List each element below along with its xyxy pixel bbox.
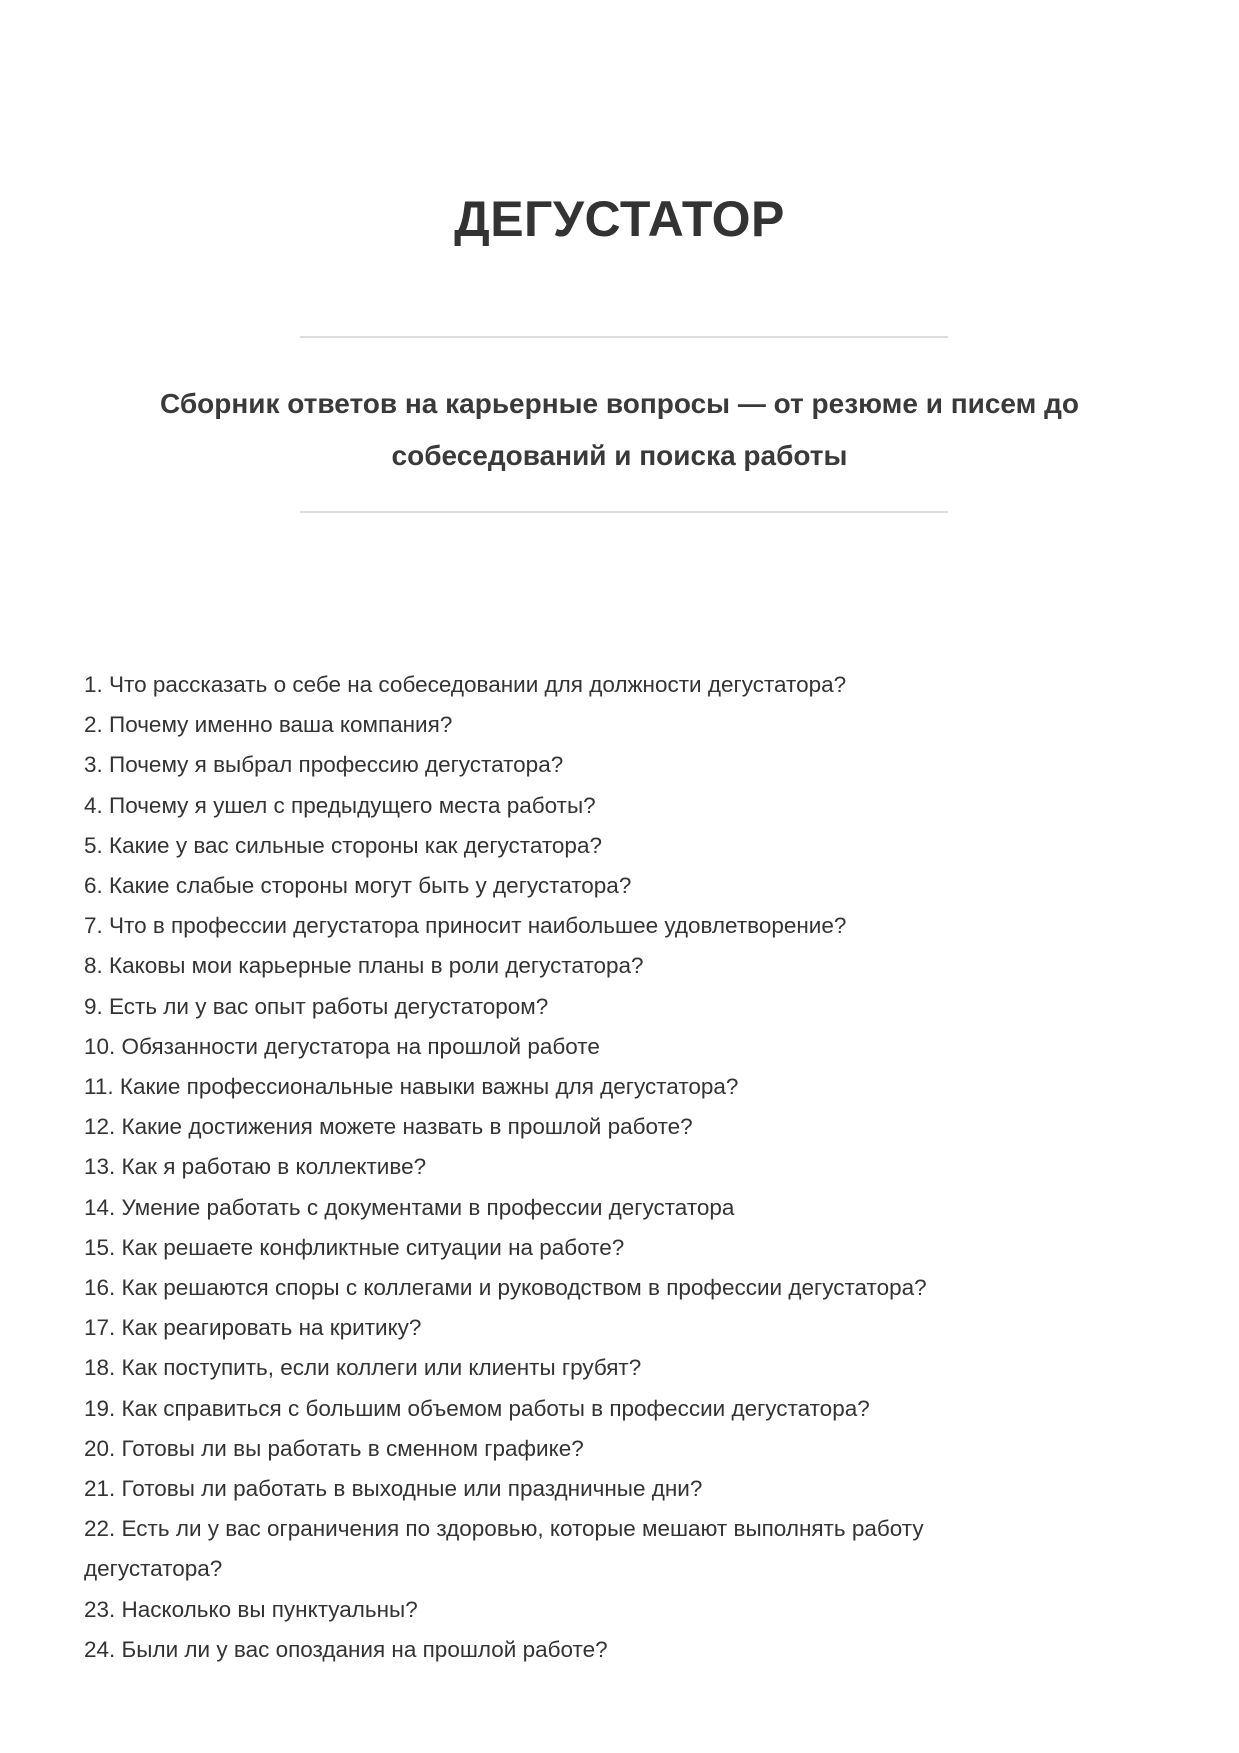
question-item: 2. Почему именно ваша компания?: [84, 712, 453, 738]
question-item: 12. Какие достижения можете назвать в прошлой работе?: [84, 1114, 693, 1140]
question-item: 3. Почему я выбрал профессию дегустатора?: [84, 752, 564, 778]
question-item: 1. Что рассказать о себе на собеседовании для должности дегустатора?: [84, 672, 847, 697]
question-item: 8. Каковы мои карьерные планы в роли дегустатора?: [84, 953, 644, 979]
question-item: 10. Обязанности дегустатора на прошлой работе: [84, 1033, 600, 1059]
subtitle: Сборник ответов на карьерные вопросы — от резюме и писем до собеседований и поиска работы: [160, 388, 1079, 471]
question-item: 18. Как поступить, если коллеги или клиенты грубят?: [84, 1355, 642, 1381]
question-item: 13. Как я работаю в коллективе?: [84, 1154, 427, 1180]
page-title: ДЕГУСТАТОР: [454, 191, 785, 247]
question-item: 7. Что в профессии дегустатора приносит наибольшее удовлетворение?: [84, 913, 847, 939]
question-item: 9. Есть ли у вас опыт работы дегустатором?: [84, 993, 549, 1019]
question-item: 17. Как реагировать на критику?: [84, 1315, 422, 1341]
question-item: 21. Готовы ли работать в выходные или праздничные дни?: [84, 1476, 703, 1502]
question-item: 19. Как справиться с большим объемом работы в профессии дегустатора?: [84, 1395, 870, 1421]
question-item: 15. Как решаете конфликтные ситуации на работе?: [84, 1234, 625, 1260]
question-item: 6. Какие слабые стороны могут быть у дегустатора?: [84, 873, 632, 899]
question-item: 20. Готовы ли вы работать в сменном графике?: [84, 1435, 584, 1461]
question-item: 11. Какие профессиональные навыки важны для дегустатора?: [84, 1074, 739, 1100]
question-item: 16. Как решаются споры с коллегами и руководством в профессии дегустатора?: [84, 1275, 927, 1301]
question-item: 5. Какие у вас сильные стороны как дегустатора?: [84, 832, 602, 858]
question-item: 23. Насколько вы пунктуальны?: [84, 1596, 418, 1622]
question-list: [84, 665, 1024, 1670]
question-item: 14. Умение работать с документами в профессии дегустатора: [84, 1194, 735, 1220]
divider-top: [300, 336, 948, 338]
question-item: 4. Почему я ушел с предыдущего места работы?: [84, 792, 596, 818]
question-item: 24. Были ли у вас опоздания на прошлой работе?: [84, 1636, 608, 1662]
divider-bottom: [300, 511, 948, 513]
question-item: 22. Есть ли у вас ограничения по здоровью, которые мешают выполнять работу дегустатора?: [84, 1516, 924, 1582]
